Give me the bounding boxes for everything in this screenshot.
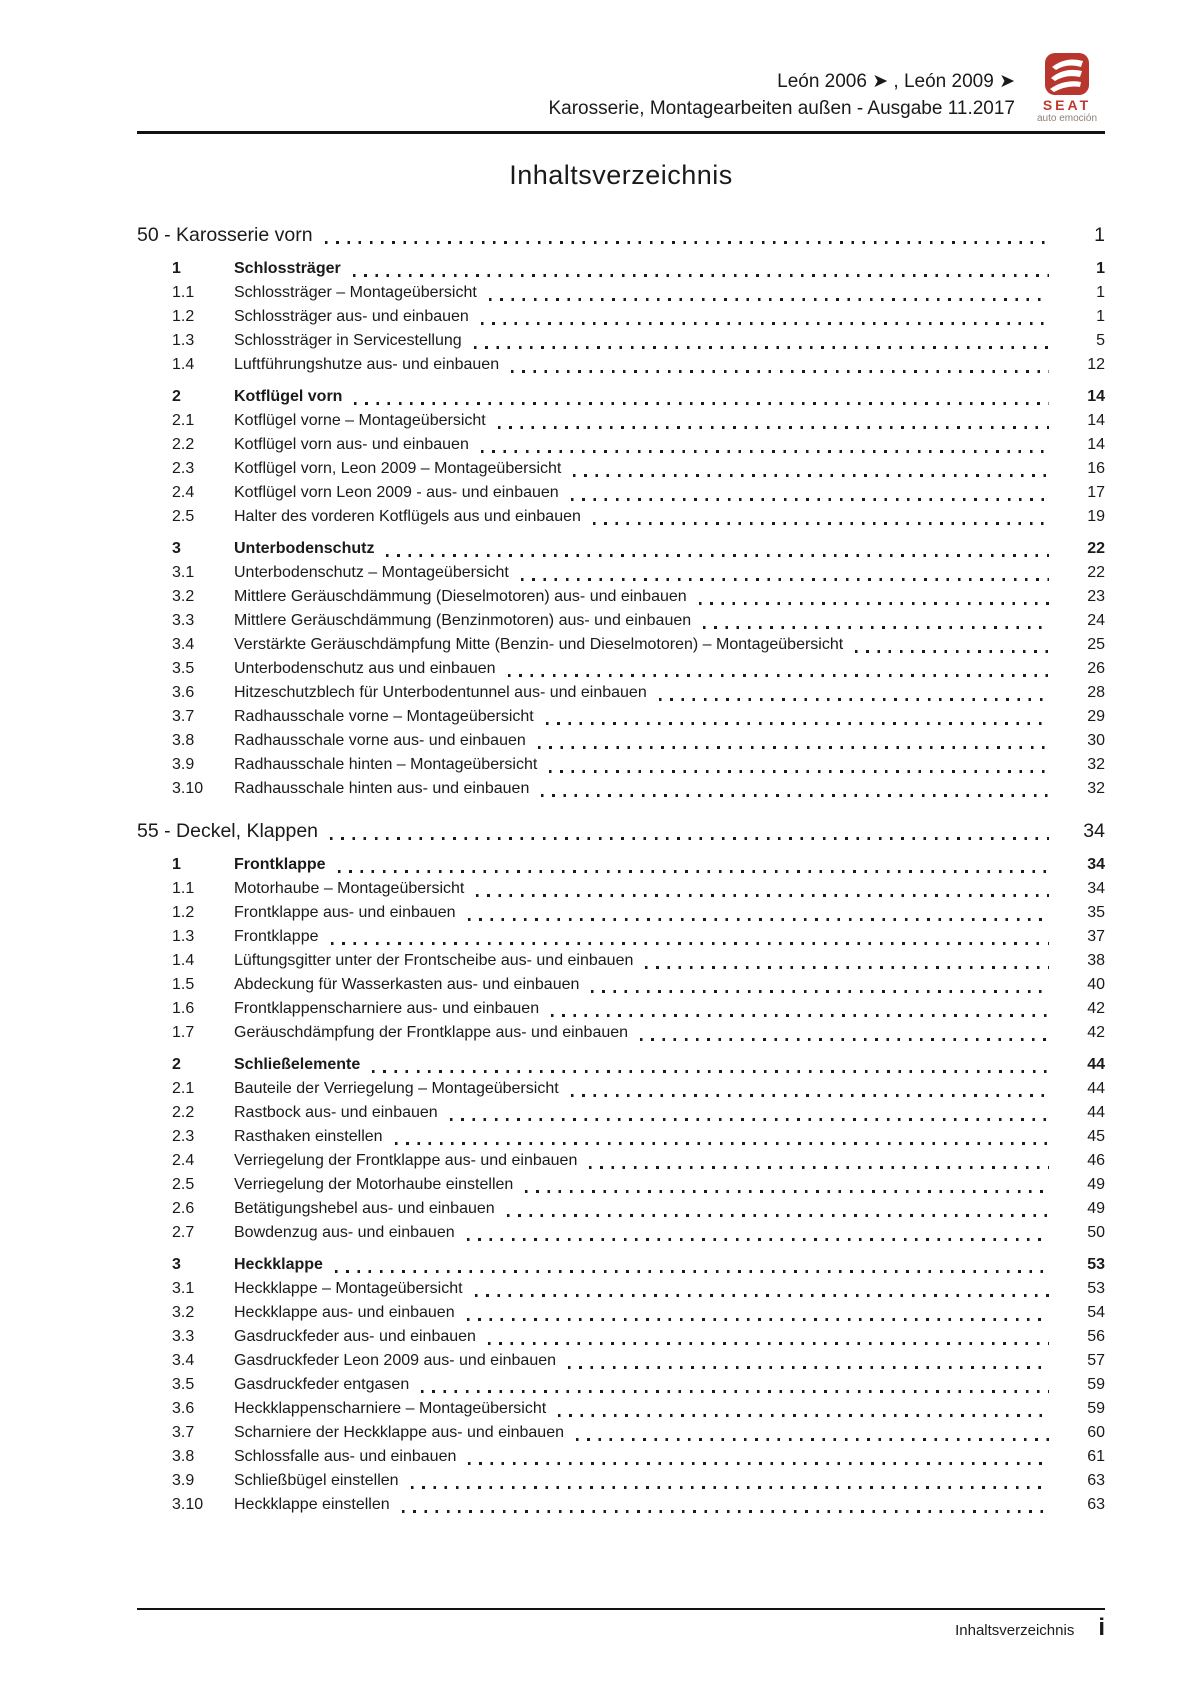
dot-leader <box>481 450 1049 453</box>
entry-number: 2.2 <box>172 436 195 453</box>
toc-entry-row <box>137 1253 1105 1277</box>
entry-number: 2.1 <box>172 1080 195 1097</box>
dot-leader <box>386 554 1049 557</box>
dot-leader <box>474 346 1049 349</box>
toc-entry-row <box>137 353 1105 377</box>
entry-page-number: 30 <box>1087 732 1105 749</box>
entry-title: Gasdruckfeder entgasen <box>234 1376 410 1393</box>
entry-title: Abdeckung für Wasserkasten aus- und einbauen <box>234 976 580 993</box>
dot-leader <box>589 1166 1049 1169</box>
chapter-page-number: 1 <box>1094 224 1105 246</box>
toc-entry-row <box>137 729 1105 753</box>
dot-leader <box>468 918 1050 921</box>
footer-line <box>137 1616 1105 1640</box>
entry-title: Frontklappe <box>234 928 319 945</box>
dot-leader <box>546 722 1049 725</box>
dot-leader <box>508 674 1049 677</box>
entry-title: Unterbodenschutz aus und einbauen <box>234 660 496 677</box>
entry-number: 3 <box>172 540 181 557</box>
entry-title: Bowdenzug aus- und einbauen <box>234 1224 455 1241</box>
entry-number: 3.7 <box>172 708 195 725</box>
toc-entry-row <box>137 777 1105 801</box>
entry-number: 1.6 <box>172 1000 195 1017</box>
dot-leader <box>450 1118 1049 1121</box>
dot-leader <box>659 698 1049 701</box>
entry-page-number: 63 <box>1087 1496 1105 1513</box>
dot-leader <box>488 1342 1049 1345</box>
toc-entry-row <box>137 681 1105 705</box>
header-divider <box>137 131 1105 134</box>
toc-entry-row <box>137 1421 1105 1445</box>
entry-page-number: 34 <box>1087 880 1105 897</box>
page-title: Inhaltsverzeichnis <box>509 160 733 190</box>
toc-entry-row <box>137 1301 1105 1325</box>
entry-title: Unterbodenschutz – Montageübersicht <box>234 564 509 581</box>
toc-entry-row <box>137 877 1105 901</box>
entry-title: Mittlere Geräuschdämmung (Dieselmotoren) aus- und einbauen <box>234 588 687 605</box>
dot-leader <box>411 1486 1049 1489</box>
entry-title: Kotflügel vorn aus- und einbauen <box>234 436 469 453</box>
entry-page-number: 42 <box>1087 1024 1105 1041</box>
toc-entry-row <box>137 1277 1105 1301</box>
footer-label: Inhaltsverzeichnis <box>955 1622 1075 1639</box>
entry-page-number: 25 <box>1087 636 1105 653</box>
entry-title: Frontklappenscharniere aus- und einbauen <box>234 1000 540 1017</box>
entry-title: Rastbock aus- und einbauen <box>234 1104 438 1121</box>
entry-title: Gasdruckfeder aus- und einbauen <box>234 1328 476 1345</box>
entry-title: Kotflügel vorn Leon 2009 - aus- und einbauen <box>234 484 559 501</box>
entry-number: 1.4 <box>172 356 195 373</box>
entry-number: 3.2 <box>172 1304 195 1321</box>
chapter-label: 50 - Karosserie vorn <box>137 224 313 246</box>
entry-title: Schlossfalle aus- und einbauen <box>234 1448 457 1465</box>
entry-page-number: 38 <box>1087 952 1105 969</box>
entry-page-number: 23 <box>1087 588 1105 605</box>
toc-entry-row <box>137 853 1105 877</box>
entry-page-number: 16 <box>1087 460 1105 477</box>
toc-entry-row <box>137 585 1105 609</box>
dot-leader <box>338 870 1049 873</box>
entry-number: 2.4 <box>172 1152 195 1169</box>
entry-page-number: 28 <box>1087 684 1105 701</box>
toc-entry-row <box>137 481 1105 505</box>
dot-leader <box>354 402 1049 405</box>
toc-entry-row <box>137 257 1105 281</box>
entry-page-number: 44 <box>1087 1104 1105 1121</box>
entry-number: 3.8 <box>172 732 195 749</box>
seat-tagline: auto emoción <box>1036 113 1098 124</box>
entry-title: Rasthaken einstellen <box>234 1128 383 1145</box>
entry-title: Frontklappe aus- und einbauen <box>234 904 456 921</box>
toc-entry-row <box>137 1101 1105 1125</box>
entry-number: 2.6 <box>172 1200 195 1217</box>
dot-leader <box>573 474 1049 477</box>
entry-title: Geräuschdämpfung der Frontklappe aus- und einbauen <box>234 1024 629 1041</box>
dot-leader <box>489 298 1049 301</box>
entry-number: 3.10 <box>172 780 204 797</box>
dot-leader <box>551 1014 1049 1017</box>
entry-title: Heckklappenscharniere – Montageübersicht <box>234 1400 547 1417</box>
entry-page-number: 53 <box>1087 1280 1105 1297</box>
dot-leader <box>538 746 1049 749</box>
entry-title: Kotflügel vorn <box>234 388 343 405</box>
entry-number: 1.2 <box>172 904 195 921</box>
entry-page-number: 19 <box>1087 508 1105 525</box>
toc-entry-row <box>137 1053 1105 1077</box>
entry-page-number: 49 <box>1087 1200 1105 1217</box>
entry-title: Betätigungshebel aus- und einbauen <box>234 1200 495 1217</box>
toc-entry-row <box>137 1149 1105 1173</box>
entry-page-number: 54 <box>1087 1304 1105 1321</box>
toc-chapter-row <box>137 221 1105 249</box>
dot-leader <box>640 1038 1049 1041</box>
entry-page-number: 59 <box>1087 1376 1105 1393</box>
entry-title: Kotflügel vorn, Leon 2009 – Montageübersicht <box>234 460 562 477</box>
dot-leader <box>558 1414 1049 1417</box>
entry-page-number: 50 <box>1087 1224 1105 1241</box>
entry-title: Lüftungsgitter unter der Frontscheibe aus- und einbauen <box>234 952 634 969</box>
toc-entry-row <box>137 433 1105 457</box>
entry-page-number: 14 <box>1087 412 1105 429</box>
entry-page-number: 35 <box>1087 904 1105 921</box>
entry-page-number: 44 <box>1087 1080 1105 1097</box>
entry-number: 2.7 <box>172 1224 195 1241</box>
dot-leader <box>372 1070 1049 1073</box>
entry-page-number: 32 <box>1087 756 1105 773</box>
header-subtitle: Karosserie, Montagearbeiten außen - Ausgabe 11.2017 <box>548 98 1015 119</box>
entry-page-number: 29 <box>1087 708 1105 725</box>
entry-title: Motorhaube – Montageübersicht <box>234 880 465 897</box>
toc-entry-row <box>137 1349 1105 1373</box>
entry-title: Halter des vorderen Kotflügels aus und einbauen <box>234 508 581 525</box>
toc-entry-row <box>137 281 1105 305</box>
entry-number: 1.1 <box>172 880 195 897</box>
entry-page-number: 61 <box>1087 1448 1105 1465</box>
entry-title: Frontklappe <box>234 856 326 873</box>
toc-entry-row <box>137 1173 1105 1197</box>
dot-leader <box>335 1270 1049 1273</box>
entry-page-number: 1 <box>1096 308 1105 325</box>
entry-number: 3.5 <box>172 1376 195 1393</box>
toc-entry-row <box>137 1221 1105 1245</box>
entry-number: 1.7 <box>172 1024 195 1041</box>
toc-entry-row <box>137 925 1105 949</box>
entry-page-number: 60 <box>1087 1424 1105 1441</box>
toc-entry-row <box>137 1077 1105 1101</box>
toc-entry-row <box>137 457 1105 481</box>
dot-leader <box>571 498 1049 501</box>
dot-leader <box>468 1462 1049 1465</box>
entry-title: Verriegelung der Motorhaube einstellen <box>234 1176 514 1193</box>
entry-page-number: 1 <box>1096 284 1105 301</box>
entry-title: Heckklappe einstellen <box>234 1496 390 1513</box>
dot-leader <box>395 1142 1049 1145</box>
entry-page-number: 22 <box>1087 540 1105 557</box>
dot-leader <box>703 626 1049 629</box>
toc-entry-row <box>137 901 1105 925</box>
toc-entry-row <box>137 329 1105 353</box>
dot-leader <box>591 990 1049 993</box>
toc-entry-row <box>137 657 1105 681</box>
toc-entry-row <box>137 949 1105 973</box>
entry-page-number: 46 <box>1087 1152 1105 1169</box>
dot-leader <box>402 1510 1049 1513</box>
entry-title: Radhausschale vorne – Montageübersicht <box>234 708 534 725</box>
entry-title: Radhausschale vorne aus- und einbauen <box>234 732 526 749</box>
dot-leader <box>331 942 1050 945</box>
toc-entry-row <box>137 973 1105 997</box>
entry-title: Schlossträger <box>234 260 341 277</box>
entry-page-number: 53 <box>1087 1256 1105 1273</box>
entry-page-number: 5 <box>1096 332 1105 349</box>
toc-entry-row <box>137 753 1105 777</box>
toc-entry-row <box>137 1021 1105 1045</box>
entry-number: 2.2 <box>172 1104 195 1121</box>
entry-number: 2.4 <box>172 484 195 501</box>
entry-number: 3.4 <box>172 1352 195 1369</box>
entry-number: 2 <box>172 1056 181 1073</box>
entry-title: Luftführungshutze aus- und einbauen <box>234 356 500 373</box>
entry-page-number: 57 <box>1087 1352 1105 1369</box>
entry-title: Heckklappe – Montageübersicht <box>234 1280 463 1297</box>
table-of-contents <box>137 221 1105 1517</box>
toc-entry-row <box>137 633 1105 657</box>
chapter-label: 55 - Deckel, Klappen <box>137 820 319 842</box>
entry-title: Heckklappe <box>234 1256 323 1273</box>
entry-page-number: 34 <box>1087 856 1105 873</box>
entry-number: 3.4 <box>172 636 195 653</box>
entry-page-number: 24 <box>1087 612 1105 629</box>
entry-number: 1 <box>172 260 181 277</box>
entry-page-number: 56 <box>1087 1328 1105 1345</box>
entry-number: 2.5 <box>172 1176 195 1193</box>
entry-page-number: 14 <box>1087 436 1105 453</box>
toc-entry-row <box>137 537 1105 561</box>
entry-page-number: 45 <box>1087 1128 1105 1145</box>
document-header <box>0 0 1191 124</box>
entry-title: Verriegelung der Frontklappe aus- und einbauen <box>234 1152 578 1169</box>
entry-title: Schlossträger – Montageübersicht <box>234 284 477 301</box>
entry-title: Unterbodenschutz <box>234 540 375 557</box>
document-footer <box>137 1608 1105 1640</box>
entry-title: Kotflügel vorne – Montageübersicht <box>234 412 486 429</box>
entry-page-number: 17 <box>1087 484 1105 501</box>
entry-number: 3.3 <box>172 1328 195 1345</box>
entry-title: Bauteile der Verriegelung – Montageübersicht <box>234 1080 559 1097</box>
entry-number: 3.7 <box>172 1424 195 1441</box>
entry-page-number: 1 <box>1096 260 1105 277</box>
entry-number: 1.3 <box>172 928 195 945</box>
entry-title: Schließbügel einstellen <box>234 1472 399 1489</box>
entry-page-number: 63 <box>1087 1472 1105 1489</box>
seat-brand-block <box>1029 52 1105 124</box>
entry-number: 1.5 <box>172 976 195 993</box>
entry-number: 1.2 <box>172 308 195 325</box>
header-text-block <box>548 52 1015 122</box>
entry-title: Schließelemente <box>234 1056 361 1073</box>
dot-leader <box>475 1294 1049 1297</box>
dot-leader <box>593 522 1049 525</box>
entry-number: 3.9 <box>172 1472 195 1489</box>
entry-page-number: 40 <box>1087 976 1105 993</box>
entry-page-number: 26 <box>1087 660 1105 677</box>
chapter-page-number: 34 <box>1083 820 1105 842</box>
header-model-line: León 2006 ➤ , León 2009 ➤ <box>777 71 1015 92</box>
entry-number: 3.10 <box>172 1496 204 1513</box>
entry-number: 2 <box>172 388 181 405</box>
entry-title: Schlossträger aus- und einbauen <box>234 308 469 325</box>
dot-leader <box>549 770 1049 773</box>
dot-leader <box>645 966 1049 969</box>
toc-entry-row <box>137 997 1105 1021</box>
toc-entry-row <box>137 609 1105 633</box>
dot-leader <box>568 1366 1049 1369</box>
dot-leader <box>325 241 1049 244</box>
entry-number: 1.3 <box>172 332 195 349</box>
entry-page-number: 14 <box>1087 388 1105 405</box>
entry-title: Mittlere Geräuschdämmung (Benzinmotoren) aus- und einbauen <box>234 612 692 629</box>
entry-page-number: 37 <box>1087 928 1105 945</box>
entry-title: Radhausschale hinten aus- und einbauen <box>234 780 530 797</box>
dot-leader <box>521 578 1049 581</box>
seat-wordmark: SEAT <box>1042 97 1092 113</box>
seat-logo-icon <box>1042 52 1092 96</box>
toc-entry-row <box>137 1197 1105 1221</box>
entry-number: 3.3 <box>172 612 195 629</box>
entry-number: 3.1 <box>172 564 195 581</box>
dot-leader <box>498 426 1049 429</box>
entry-number: 1 <box>172 856 181 873</box>
dot-leader <box>476 894 1049 897</box>
dot-leader <box>481 322 1049 325</box>
toc-entry-row <box>137 1397 1105 1421</box>
entry-number: 3.6 <box>172 684 195 701</box>
entry-title: Schlossträger in Servicestellung <box>234 332 462 349</box>
toc-entry-row <box>137 305 1105 329</box>
entry-page-number: 42 <box>1087 1000 1105 1017</box>
toc-entry-row <box>137 1445 1105 1469</box>
dot-leader <box>511 370 1049 373</box>
entry-number: 3.1 <box>172 1280 195 1297</box>
entry-page-number: 59 <box>1087 1400 1105 1417</box>
dot-leader <box>467 1238 1049 1241</box>
entry-number: 3.2 <box>172 588 195 605</box>
dot-leader <box>421 1390 1049 1393</box>
dot-leader <box>467 1318 1049 1321</box>
entry-number: 1.4 <box>172 952 195 969</box>
dot-leader <box>855 650 1049 653</box>
toc-entry-row <box>137 1469 1105 1493</box>
entry-number: 3 <box>172 1256 181 1273</box>
footer-divider <box>137 1608 1105 1610</box>
dot-leader <box>330 837 1049 840</box>
dot-leader <box>353 274 1049 277</box>
entry-number: 3.8 <box>172 1448 195 1465</box>
entry-title: Radhausschale hinten – Montageübersicht <box>234 756 538 773</box>
entry-number: 1.1 <box>172 284 195 301</box>
entry-page-number: 49 <box>1087 1176 1105 1193</box>
entry-number: 2.1 <box>172 412 195 429</box>
toc-entry-row <box>137 1493 1105 1517</box>
entry-page-number: 32 <box>1087 780 1105 797</box>
entry-page-number: 22 <box>1087 564 1105 581</box>
entry-number: 2.3 <box>172 460 195 477</box>
entry-number: 3.5 <box>172 660 195 677</box>
dot-leader <box>525 1190 1049 1193</box>
footer-page-number: i <box>1098 1614 1105 1641</box>
entry-number: 3.9 <box>172 756 195 773</box>
entry-number: 2.5 <box>172 508 195 525</box>
toc-entry-row <box>137 1373 1105 1397</box>
dot-leader <box>699 602 1049 605</box>
entry-number: 2.3 <box>172 1128 195 1145</box>
toc-entry-row <box>137 1325 1105 1349</box>
toc-entry-row <box>137 561 1105 585</box>
entry-page-number: 12 <box>1087 356 1105 373</box>
dot-leader <box>571 1094 1049 1097</box>
entry-title: Gasdruckfeder Leon 2009 aus- und einbauen <box>234 1352 557 1369</box>
toc-entry-row <box>137 705 1105 729</box>
entry-title: Verstärkte Geräuschdämpfung Mitte (Benzin- und Dieselmotoren) – Montageübersicht <box>234 636 844 653</box>
dot-leader <box>576 1438 1049 1441</box>
toc-entry-row <box>137 505 1105 529</box>
toc-chapter-row <box>137 817 1105 845</box>
entry-number: 3.6 <box>172 1400 195 1417</box>
entry-page-number: 44 <box>1087 1056 1105 1073</box>
entry-title: Scharniere der Heckklappe aus- und einbauen <box>234 1424 564 1441</box>
toc-entry-row <box>137 1125 1105 1149</box>
toc-entry-row <box>137 409 1105 433</box>
entry-title: Hitzeschutzblech für Unterbodentunnel aus- und einbauen <box>234 684 647 701</box>
dot-leader <box>507 1214 1049 1217</box>
entry-title: Heckklappe aus- und einbauen <box>234 1304 455 1321</box>
dot-leader <box>541 794 1049 797</box>
toc-entry-row <box>137 385 1105 409</box>
